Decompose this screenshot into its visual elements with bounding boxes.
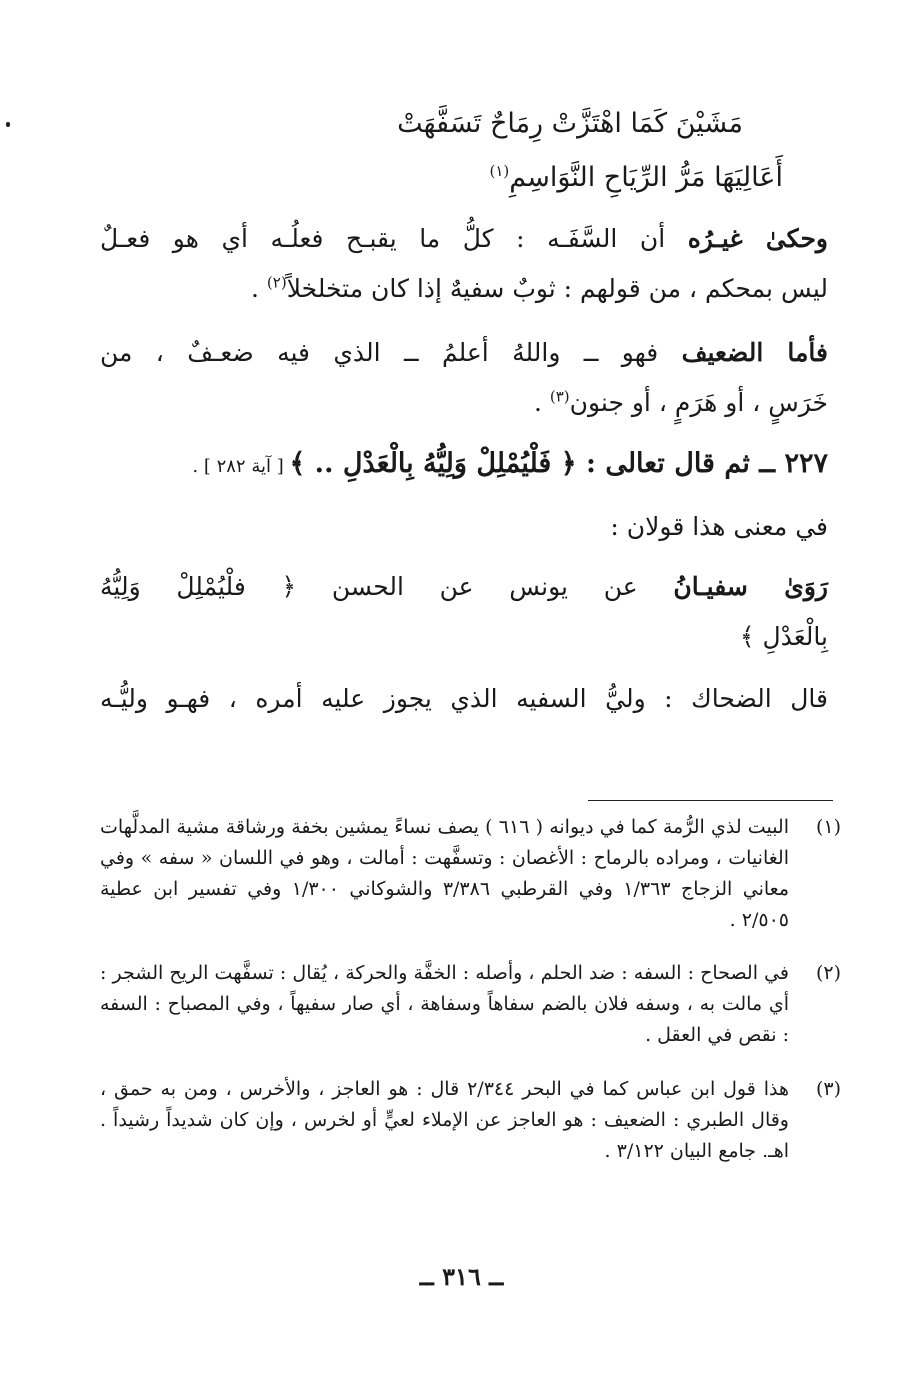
heading-text: ٢٢٧ ــ ثم قال تعالى : ﴿ فَلْيُمْلِلْ وَلِيُّهُ بِالْعَدْلِ .. ﴾	[289, 448, 828, 479]
paragraph-2-text: فهو ــ واللهُ أعلمُ ــ الذي فيه ضعـفٌ ، من	[100, 338, 682, 367]
paragraph-5: قال الضحاك : وليُّ السفيه الذي يجوز عليه أمره ، فهـو وليُّـه	[100, 684, 828, 713]
page-number: ــ ٣١٦ ــ	[419, 1262, 504, 1291]
paragraph-4-line-1	[100, 572, 828, 601]
paragraph-4-line-2: بِالْعَدْلِ ﴾	[739, 622, 828, 651]
paragraph-1-text: أن السَّفَـه : كلُّ ما يقبـح فعلُـه أي هو فعـلٌ	[100, 224, 688, 253]
footnote-1-number: (١)	[815, 816, 841, 838]
footnote-3-number: (٣)	[815, 1078, 841, 1100]
footnote-3	[100, 1074, 841, 1167]
aya-reference: [ آية ٢٨٢ ] .	[192, 456, 290, 477]
paragraph-2-line-1	[100, 338, 828, 367]
paragraph-2-line-2	[100, 388, 828, 417]
footnote-3-text: هذا قول ابن عباس كما في البحر ٢/٣٤٤ قال : هو العاجز ، والأخرس ، ومن به حمق ، وقال الطبري : الضعيف : هو العاجز عن الإملاء لعيٍّ أو لخرس ، وإن كان شديداً رشيداً . اهـ. جامع البيان ٣/١٢٢ .	[100, 1078, 790, 1162]
footnote-separator	[588, 800, 833, 801]
verse-line-2	[490, 162, 784, 193]
footnote-1	[100, 812, 841, 936]
verse-line-2-text: أَعَالِيَهَا مَرُّ الرِّيَاحِ النَّوَاسِمِ	[509, 162, 783, 193]
footnote-ref-2: (٢)	[266, 273, 287, 292]
paragraph-2-end: .	[533, 388, 550, 417]
paragraph-4-bold: رَوَىٰ سفيـانُ	[673, 572, 828, 601]
footnote-2-number: (٢)	[815, 962, 841, 984]
footnote-1-text: البيت لذي الرُّمة كما في ديوانه ( ٦١٦ ) يصف نساءً يمشين بخفة ورشاقة مشية المدلَّهات الغانيات ، ومراده بالرماح : الأغصان : وتسفَّهت : أمالت ، وهو في اللسان « سفه » وفي معاني الزجاج ١/٣٦٣ وفي القرطبي ٣/٣٨٦ والشوكاني ١/٣٠٠ وفي تفسير ابن عطية ٢/٥٠٥ .	[100, 816, 789, 931]
footnote-2	[100, 958, 841, 1051]
scan-edge-mark	[6, 122, 10, 127]
paragraph-1-line-1	[100, 224, 828, 253]
footnote-ref-1: (١)	[489, 162, 510, 180]
paragraph-2-line-2-text: خَرَسٍ ، أو هَرَمٍ ، أو جنون	[569, 388, 828, 417]
footnote-ref-3: (٣)	[549, 387, 570, 406]
verse-line-1: مَشَيْنَ كَمَا اهْتَزَّتْ رِمَاحٌ تَسَفَّهَتْ	[397, 108, 743, 139]
paragraph-1-bold: وحكىٰ غيـرُه	[687, 224, 828, 253]
paragraph-1-line-2-text: ليس بمحكم ، من قولهم : ثوبٌ سفيهٌ إذا كان متخلخلاً	[286, 274, 828, 303]
section-227-heading	[100, 448, 828, 479]
footnote-2-text: في الصحاح : السفه : ضد الحلم ، وأصله : الخفَّة والحركة ، يُقال : تسفَّهت الريح الشجر : أي مالت به ، وسفه فلان بالضم سفاهاً وسفاهة ، أي صار سفيهاً ، وفي المصباح : السفه : نقص في العقل .	[100, 962, 789, 1046]
paragraph-4-text: عن يونس عن الحسن ﴿ فلْيُمْلِلْ وَلِيُّهُ	[100, 572, 674, 601]
paragraph-3: في معنى هذا قولان :	[610, 512, 828, 541]
paragraph-2-bold: فأما الضعيف	[681, 338, 828, 367]
paragraph-1-end: .	[251, 274, 267, 303]
paragraph-1-line-2	[100, 274, 828, 303]
